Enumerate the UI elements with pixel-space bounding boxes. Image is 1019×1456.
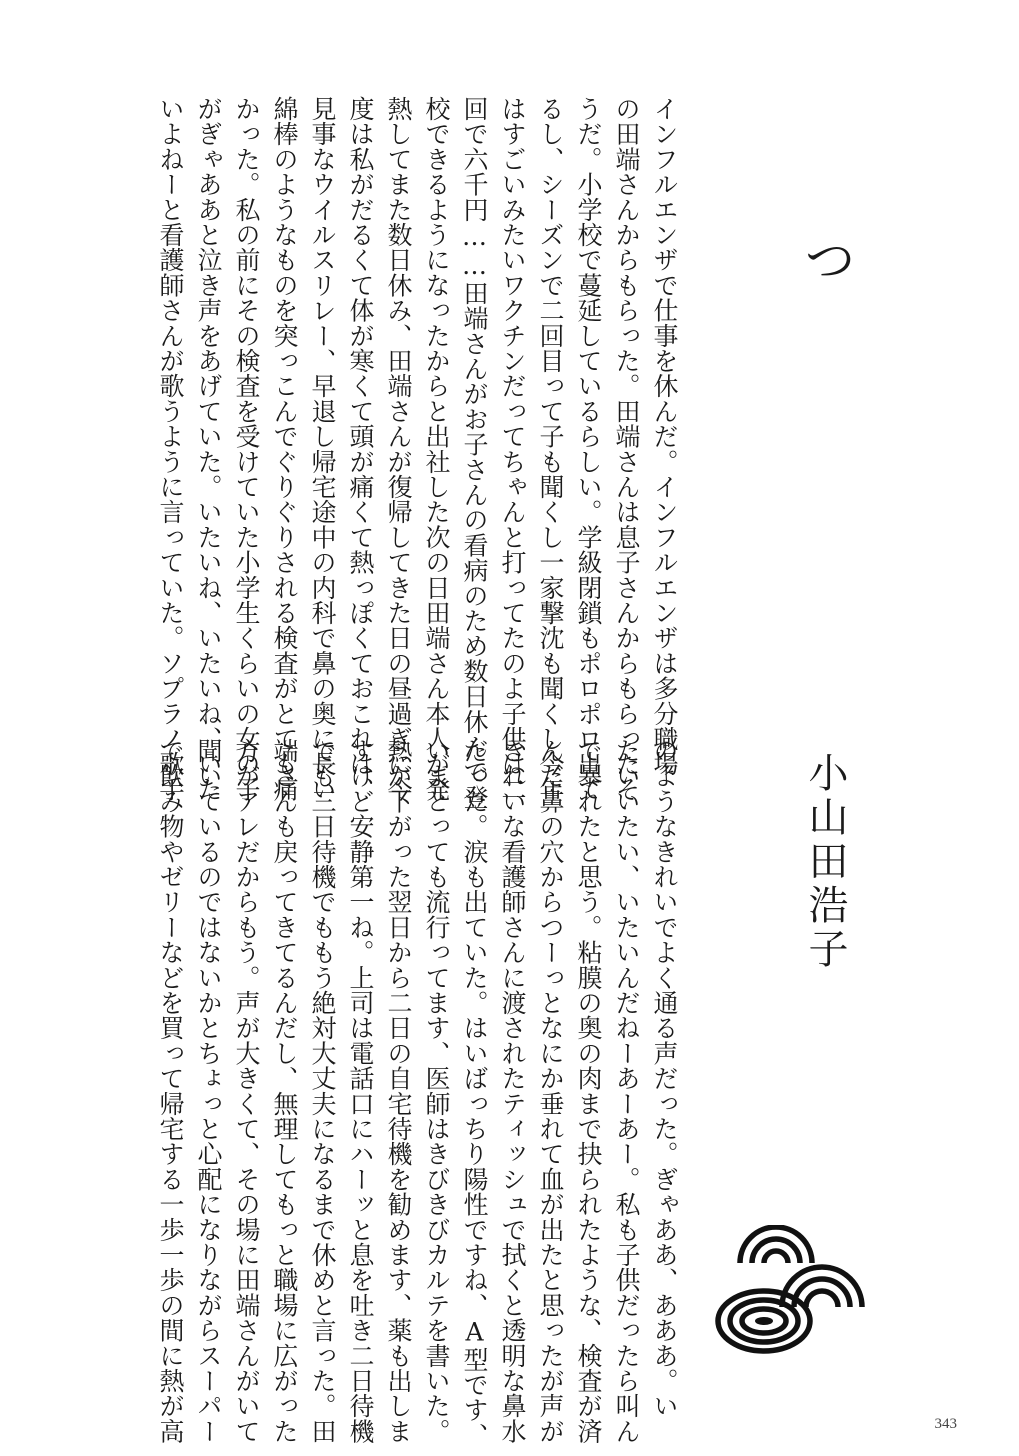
upper-column: うだ。小学校で蔓延しているらしい。学級閉鎖もポロポロ出て xyxy=(574,96,603,802)
story-title: つ xyxy=(805,232,855,290)
upper-column: 見事なウイルスリレー、早退し帰宅途中の内科で鼻の奥に長い xyxy=(308,96,337,802)
lower-column: で飲み物やゼリーなどを買って帰宅する一歩一歩の間に熱が高 xyxy=(156,738,185,1444)
lower-column: のようなきれいでよく通る声だった。ぎゃああ、あああ。い xyxy=(650,738,679,1419)
lower-column: 方がアレだからもう。声が大きくて、その場に田端さんがいて xyxy=(232,738,261,1444)
lower-column: 端さんも戻ってきてるんだし、無理してもっと職場に広がった xyxy=(270,738,299,1444)
upper-column: かった。私の前にその検査を受けていた小学生くらいの女の子 xyxy=(232,96,261,802)
concentric-arcs-emblem-icon xyxy=(712,1225,872,1355)
lower-column: んだ鼻の穴からつーっとなにか垂れて血が出たと思ったが声が xyxy=(536,738,565,1444)
upper-column: インフルエンザで仕事を休んだ。インフルエンザは多分職場 xyxy=(650,96,679,777)
lower-column: でも三日待機でももう絶対大丈夫になるまで休めと言った。田 xyxy=(308,738,337,1444)
upper-column: いよねーと看護師さんが歌うように言っていた。ソプラノ歌手 xyxy=(156,96,185,802)
upper-column: 熱してまた数日休み、田端さんが復帰してきた日の昼過ぎに今 xyxy=(384,96,413,802)
lower-column: すけど安静第一ね。上司は電話口にハーッと息を吐き二日待機 xyxy=(346,738,375,1444)
lower-column: 熱が下がった翌日から二日の自宅待機を勧めます、薬も出しま xyxy=(384,738,413,1444)
lower-column: だった。涙も出ていた。はいばっちり陽性ですね、A型です、 xyxy=(460,738,489,1448)
lower-column: 聞いているのではないかとちょっと心配になりながらスーパー xyxy=(194,738,223,1444)
page-number: 343 xyxy=(934,1416,957,1432)
lower-column: たいいたい、いたいんだねーあーあー。私も子供だったら叫ん xyxy=(612,738,641,1444)
upper-column: がぎゃああと泣き声をあげていた。いたいね、いたいね、いた xyxy=(194,96,223,802)
upper-column: 校できるようになったからと出社した次の日田端さん本人が発 xyxy=(422,96,451,802)
upper-column: 回で六千円……田端さんがお子さんの看病のため数日休んで登 xyxy=(460,96,489,810)
lower-column: で暴れたと思う。粘膜の奥の肉まで抉られたような、検査が済 xyxy=(574,738,603,1444)
author-name: 小山田浩子 xyxy=(802,752,848,972)
upper-column: の田端さんからもらった。田端さんは息子さんからもらったそ xyxy=(612,96,641,802)
lower-column: きれいな看護師さんに渡されたティッシュで拭くと透明な鼻水 xyxy=(498,738,527,1444)
lower-column: いまとっても流行ってます、医師はきびきびカルテを書いた。 xyxy=(422,738,451,1444)
upper-column: 度は私がだるくて体が寒くて頭が痛くて熱っぽくておこれは、 xyxy=(346,96,375,802)
upper-column: はすごいみたいワクチンだってちゃんと打ってたのよ子供は二 xyxy=(498,96,527,802)
upper-column: るし、シーズンで二回目って子も聞くし一家撃沈も聞くし今年 xyxy=(536,96,565,802)
upper-column: 綿棒のようなものを突っこんでぐりぐりされる検査がとても痛 xyxy=(270,96,299,802)
